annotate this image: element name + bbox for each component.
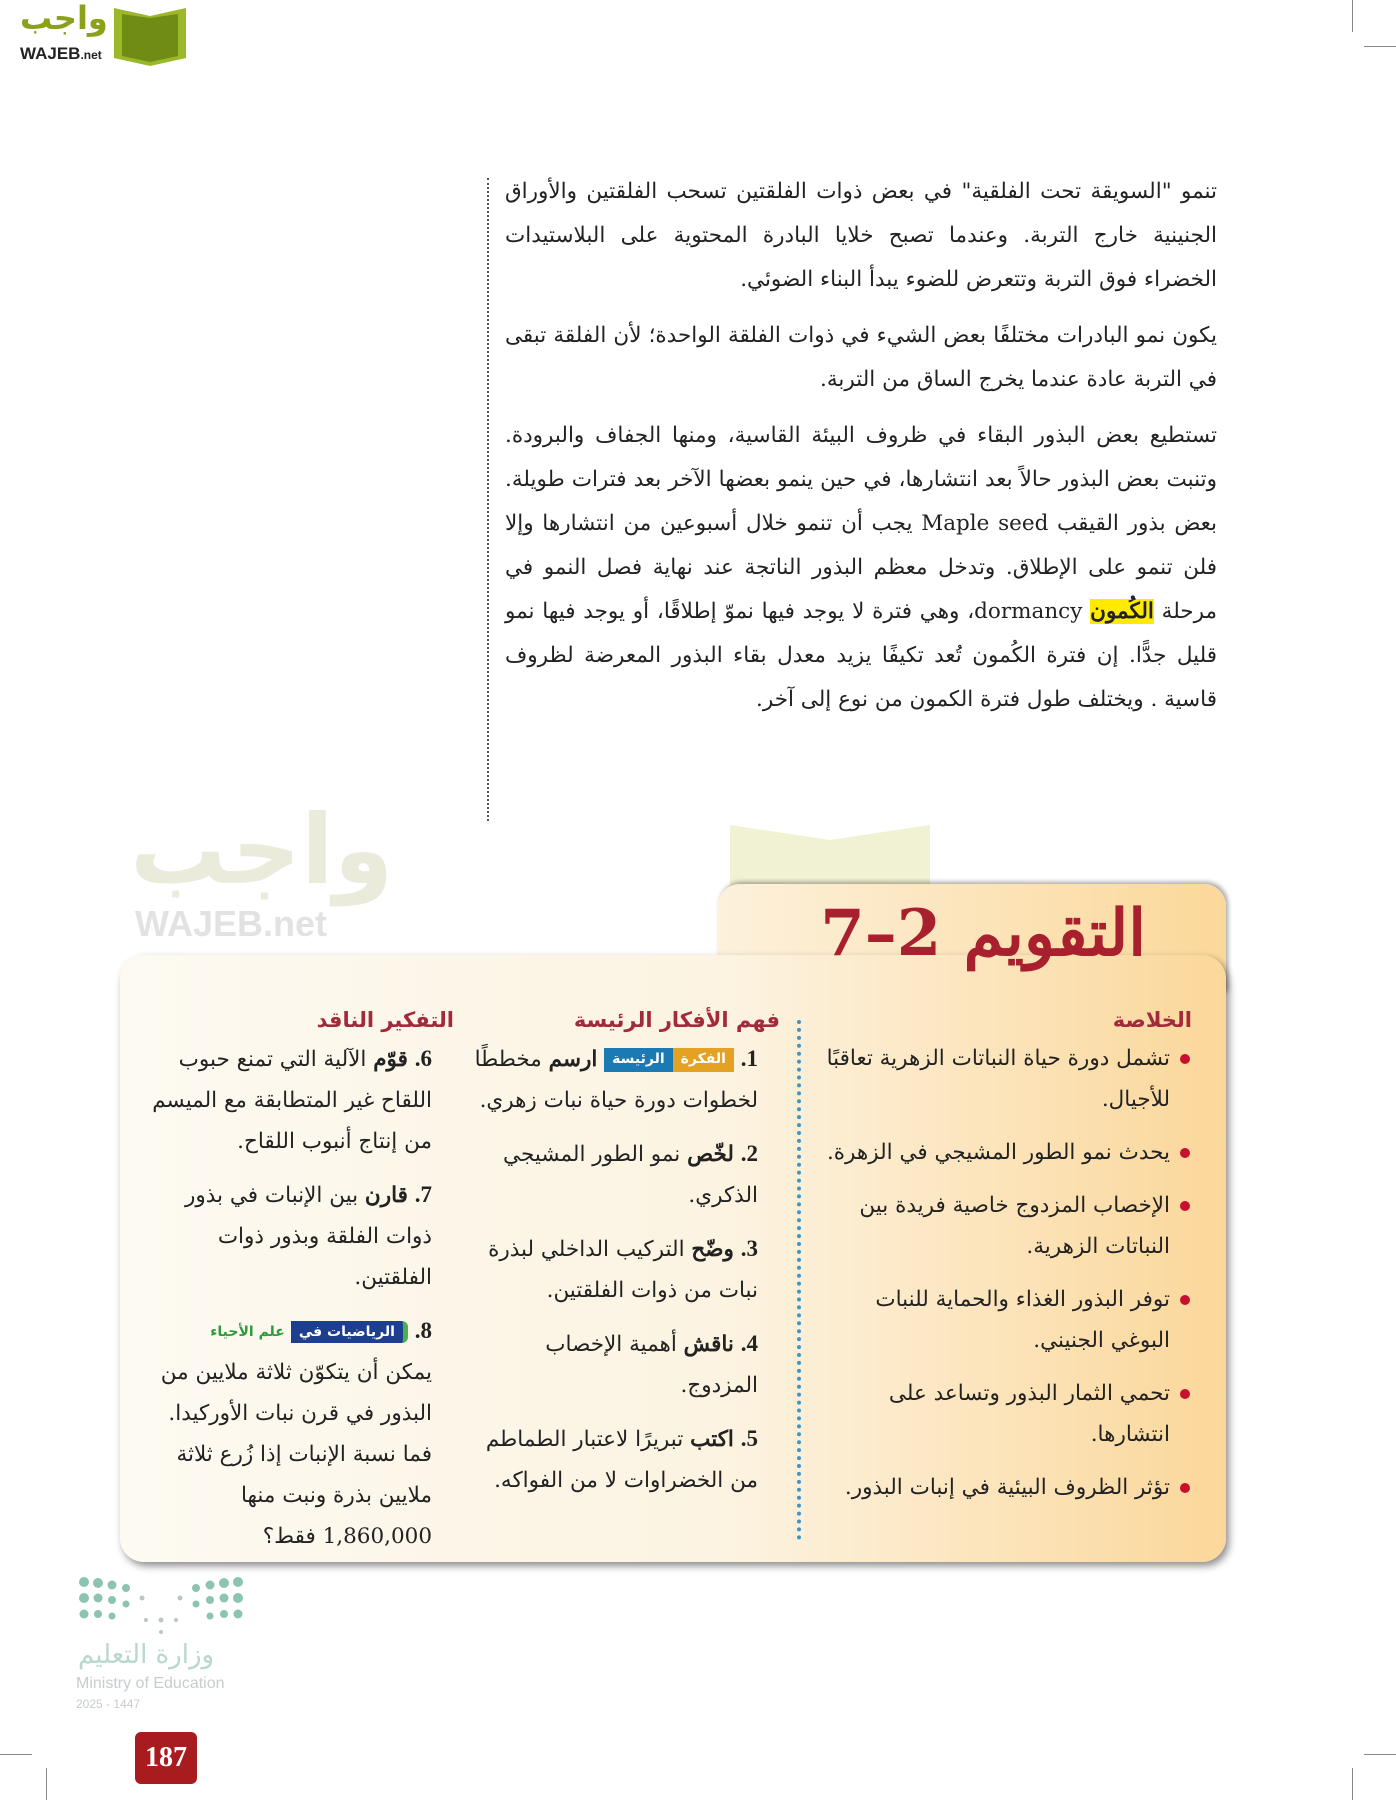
ministry-logo: [76, 1576, 276, 1726]
summary-item: تشمل دورة حياة النباتات الزهرية تعاقبًا للأجيال.: [820, 1038, 1192, 1120]
summary-heading: الخلاصة: [1112, 1008, 1192, 1032]
column-divider: [797, 1020, 801, 1540]
summary-item: توفر البذور الغذاء والحماية للنبات البوغي الجنيني.: [820, 1279, 1192, 1361]
crop-mark: [1352, 0, 1353, 32]
crop-mark: [1364, 46, 1396, 47]
question-item: 7. قارن بين الإنبات في بذور ذوات الفلقة وبذور ذوات الفلقتين.: [185, 1182, 432, 1290]
math-in-biology-badge: الرياضيات في علم الأحياء: [204, 1321, 408, 1343]
crop-mark: [46, 1768, 47, 1800]
dotted-divider: [487, 178, 489, 821]
paragraph: يكون نمو البادرات مختلفًا بعض الشيء في ذوات الفلقة الواحدة؛ لأن الفلقة تبقى في التربة عادة عندما يخرج الساق من التربة.: [505, 323, 1217, 392]
summary-item: تؤثر الظروف البيئية في إنبات البذور.: [820, 1467, 1192, 1508]
paragraph: تنمو "السويقة تحت الفلقية" في بعض ذوات الفلقتين تسحب الفلقتين والأوراق الجنينية خارج التربة. وعندما تصبح خلايا البادرة المحتوية على البلاستيدات الخضراء فوق التربة وتتعرض للضوء يبدأ البناء الضوئي.: [505, 179, 1217, 292]
ministry-year: 2025 - 1447: [76, 1697, 141, 1711]
question-item: 2. لخّص نمو الطور المشيجي الذكري.: [503, 1141, 758, 1208]
summary-item: تحمي الثمار البذور وتساعد على انتشارها.: [820, 1373, 1192, 1455]
paragraph-dormancy: تستطيع بعض البذور البقاء في ظروف البيئة القاسية، ومنها الجفاف والبرودة. وتنبت بعض البذور حالاً بعد انتشارها، في حين ينمو بعضها الآخر بعد فترات طويلة. بعض بذور القيقب Maple seed يجب أن تنمو خلال أسبوعين من انتشارها وإلا فلن تنمو على الإطلاق. وتدخل معظم البذور الناتجة عند نهاية فصل النمو في مرحلة الكُمون dormancy، وهي فترة لا يوجد فيها نموّ إطلاقًا، أو يوجد فيها نمو قليل جدًّا. إن فترة الكُمون تُعد تكيفًا يزيد معدل بقاء البذور المعرضة لظروف قاسية . ويختلف طول فترة الكمون من نوع إلى آخر.: [505, 423, 1218, 712]
review-title: التقويم 2–7: [820, 896, 1146, 971]
question-item: 6. قوّم الآلية التي تمنع حبوب اللقاح غير المتطابقة مع الميسم من إنتاج أنبوب اللقاح.: [152, 1046, 432, 1154]
body-text: [505, 170, 1217, 734]
page-number: 187: [135, 1732, 197, 1784]
question-item: 5. اكتب تبريرًا لاعتبار الطماطم من الخضراوات لا من الفواكه.: [485, 1426, 758, 1493]
highlighted-term: الكُمون: [1090, 599, 1154, 624]
logo-arabic: واجب: [20, 0, 108, 37]
crop-mark: [1352, 1768, 1353, 1800]
critical-thinking-heading: التفكير الناقد: [316, 1008, 454, 1032]
ministry-english: Ministry of Education: [76, 1675, 225, 1692]
ministry-arabic: وزارة التعليم: [78, 1640, 215, 1670]
critical-thinking-column: [136, 1008, 454, 1569]
summary-item: يحدث نمو الطور المشيجي في الزهرة.: [820, 1132, 1192, 1173]
question-item: 3. وضّح التركيب الداخلي لبذرة نبات من ذوات الفلقتين.: [488, 1236, 758, 1303]
summary-item: الإخصاب المزدوج خاصية فريدة بين النباتات الزهرية.: [820, 1185, 1192, 1267]
summary-column: [820, 1008, 1192, 1520]
watermark: واجب WAJEB.net: [130, 794, 394, 944]
main-ideas-column: [470, 1008, 780, 1513]
main-idea-badge: الفكرة الرئيسة: [604, 1048, 734, 1072]
crop-mark: [0, 1754, 32, 1755]
ministry-dots-icon: [76, 1576, 246, 1636]
wajeb-logo[interactable]: [8, 0, 193, 68]
question-item-math: 8. الرياضيات في علم الأحياء يمكن أن يتكوّن ثلاثة ملايين من البذور في قرن نبات الأوركيدا. فما نسبة الإنبات إذا زُرع ثلاثة ملايين بذرة ونبت منها 1,860,000 فقط؟: [160, 1318, 432, 1549]
logo-english: WAJEB.net: [20, 44, 102, 63]
question-item: 1. الفكرة الرئيسة ارسم مخططًا لخطوات دورة حياة نبات زهري.: [474, 1046, 758, 1113]
book-icon: [108, 6, 192, 66]
main-ideas-heading: فهم الأفكار الرئيسة: [573, 1008, 780, 1032]
crop-mark: [1364, 1754, 1396, 1755]
question-item: 4. ناقش أهمية الإخصاب المزدوج.: [545, 1331, 758, 1398]
